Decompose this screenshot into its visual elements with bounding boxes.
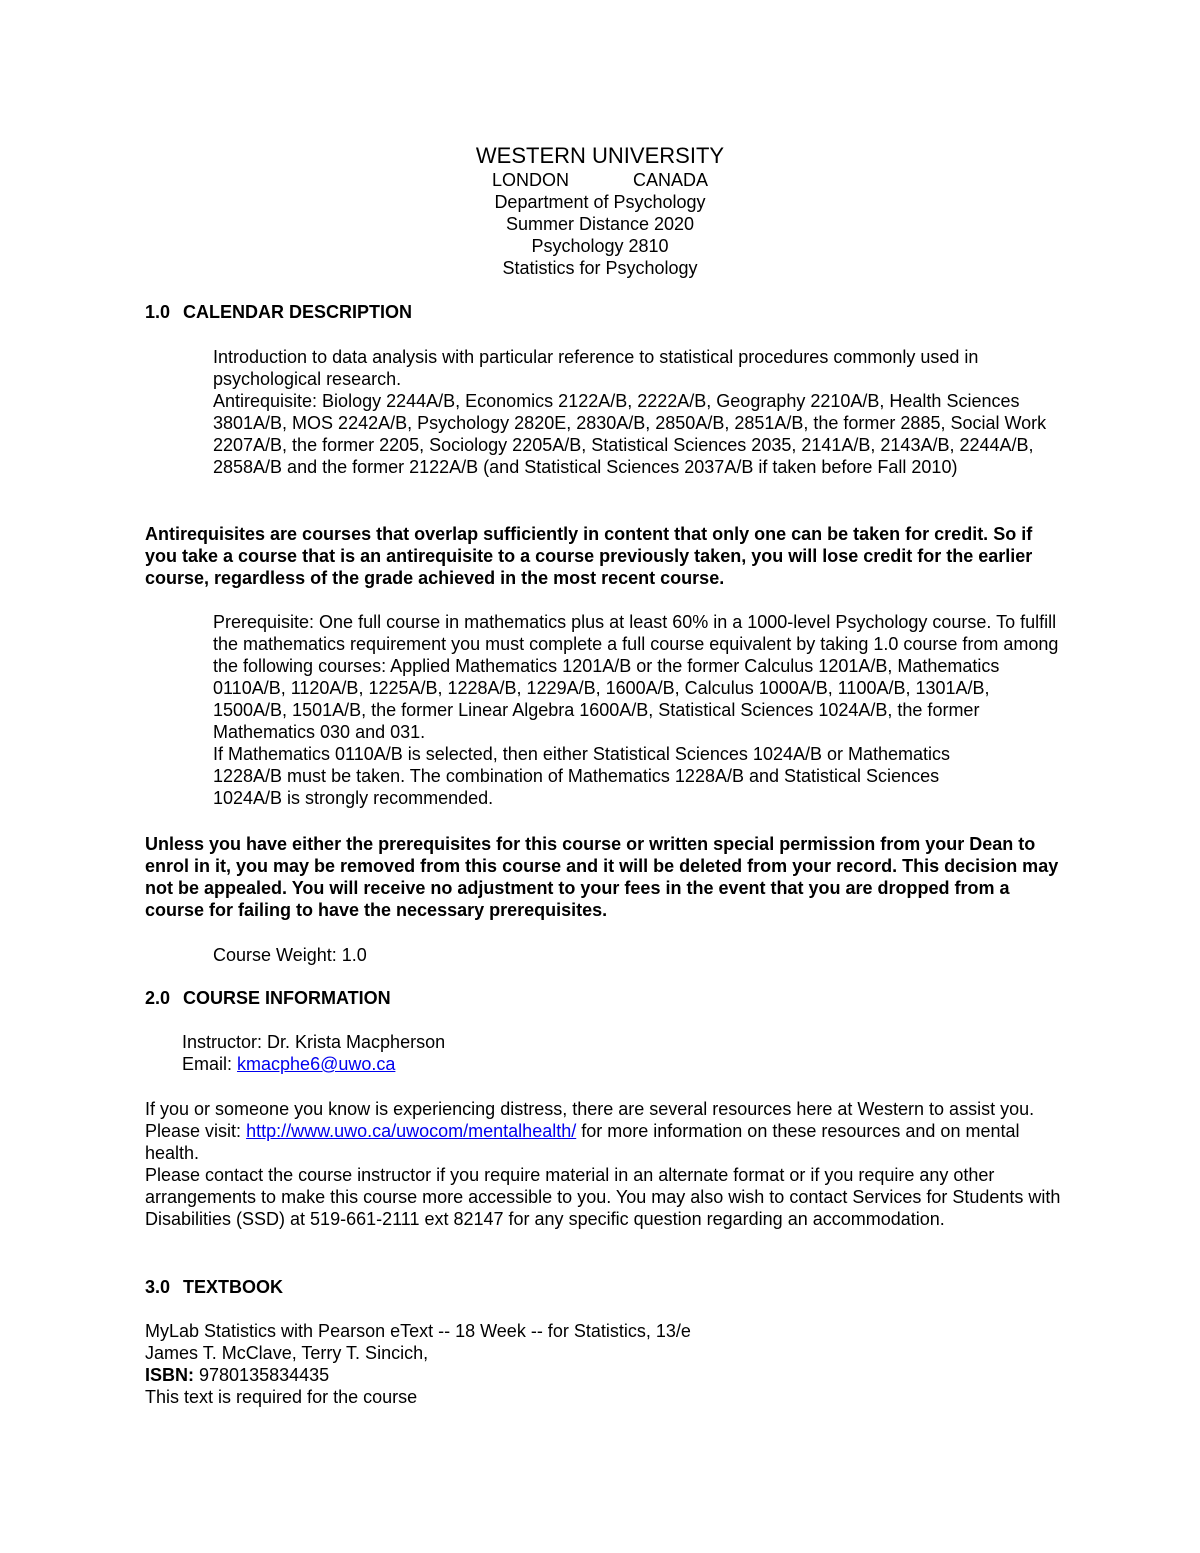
location-line — [0, 169, 1200, 191]
term: Summer Distance 2020 — [505, 214, 695, 234]
distress-text-before: If you or someone you know is experiencing distress, there are several resources here at Western to assist you. Please visit: — [145, 1099, 1035, 1141]
textbook-title: MyLab Statistics with Pearson eText -- 18 Week -- for Statistics, 13/e — [145, 1321, 691, 1341]
prerequisite-warning: Unless you have either the prerequisites for this course or written special permission from your Dean to enrol in it, you may be removed from this course and it will be deleted from your record. This decision may not be appealed. You will receive no adjustment to your fees in the event that you are dropped from a course for failing to have the necessary prerequisites. — [145, 834, 1059, 920]
university-name: WESTERN UNIVERSITY — [475, 143, 725, 168]
course-code: Psychology 2810 — [531, 236, 669, 256]
country: CANADA — [633, 170, 709, 190]
isbn-label: ISBN: — [145, 1365, 194, 1385]
course-title: Statistics for Psychology — [502, 258, 698, 278]
instructor: Instructor: Dr. Krista Macpherson — [182, 1032, 446, 1052]
textbook-authors: James T. McClave, Terry T. Sincich, — [145, 1343, 429, 1363]
isbn-value: 9780135834435 — [199, 1365, 330, 1385]
antirequisite-list: Antirequisite: Biology 2244A/B, Economics 2122A/B, 2222A/B, Geography 2210A/B, Health Sciences 3801A/B, MOS 2242A/B, Psychology 2820E, 2830A/B, 2850A/B, 2851A/B, the former 2885, Social Work 2207A/B, the former 2205, Sociology 2205A/B, Statistical Sciences 2035, 2141A/B, 2143A/B, 2244A/B, 2858A/B and the former 2122A/B (and Statistical Sciences 2037A/B if taken before Fall 2010) — [213, 391, 1047, 477]
section-1-title: CALENDAR DESCRIPTION — [183, 302, 413, 322]
section-2-title: COURSE INFORMATION — [183, 988, 391, 1008]
calendar-description: Introduction to data analysis with particular reference to statistical procedures commonly used in psychological research. — [213, 347, 979, 389]
email-link[interactable]: kmacphe6@uwo.ca — [237, 1054, 396, 1074]
department: Department of Psychology — [494, 192, 706, 212]
section-1-number: 1.0 — [145, 302, 171, 322]
section-1-heading — [145, 301, 412, 323]
accessibility-paragraph: Please contact the course instructor if you require material in an alternate format or if you require any other arrangements to make this course more accessible to you. You may also wish to contact Services for Students with Disabilities (SSD) at 519-661-2111 ext 82147 for any specific question regarding an accommodation. — [145, 1165, 1061, 1229]
antirequisite-warning: Antirequisites are courses that overlap sufficiently in content that only one can be taken for credit. So if you take a course that is an antirequisite to a course previously taken, you will lose credit for the earlier course, regardless of the grade achieved in the most recent course. — [145, 524, 1033, 588]
section-2-number: 2.0 — [145, 988, 171, 1008]
email-line — [182, 1053, 395, 1075]
isbn-line — [145, 1364, 329, 1386]
section-3-number: 3.0 — [145, 1277, 171, 1297]
section-3-heading — [145, 1276, 283, 1298]
distress-paragraph — [145, 1098, 1065, 1164]
math-note: If Mathematics 0110A/B is selected, then either Statistical Sciences 1024A/B or Mathematics 1228A/B must be taken. The combination of Mathematics 1228A/B and Statistical Sciences 1024A/B is strongly recommended. — [213, 744, 951, 808]
section-2-heading — [145, 987, 391, 1009]
section-3-title: TEXTBOOK — [183, 1277, 284, 1297]
course-weight: Course Weight: 1.0 — [213, 945, 367, 965]
city: LONDON — [491, 170, 569, 190]
mental-health-link[interactable]: http://www.uwo.ca/uwocom/mentalhealth/ — [246, 1121, 577, 1141]
distress-text-after: for more information on these resources and on mental health. — [145, 1121, 1020, 1163]
email-label: Email: — [182, 1054, 233, 1074]
prerequisite-text: Prerequisite: One full course in mathematics plus at least 60% in a 1000-level Psychology course. To fulfill the mathematics requirement you must complete a full course equivalent by taking 1.0 course from among the following courses: Applied Mathematics 1201A/B or the former Calculus 1201A/B, Mathematics 0110A/B, 1120A/B, 1225A/B, 1228A/B, 1229A/B, 1600A/B, Calculus 1000A/B, 1100A/B, 1301A/B, 1500A/B, 1501A/B, the former Linear Algebra 1600A/B, Statistical Sciences 1024A/B, the former Mathematics 030 and 031. — [213, 612, 1059, 742]
textbook-required-note: This text is required for the course — [145, 1387, 418, 1407]
